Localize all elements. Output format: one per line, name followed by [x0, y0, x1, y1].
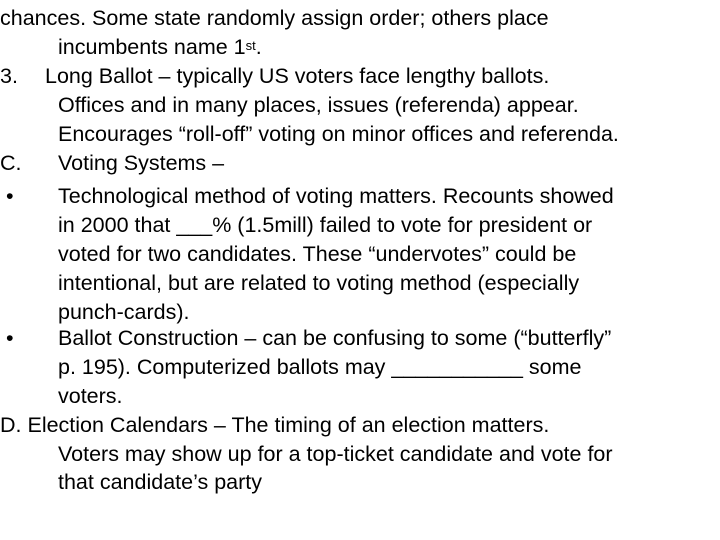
bullet-item-1-text: Technological method of voting matters. Recounts showed — [58, 184, 614, 208]
bullet-item-1 — [0, 182, 720, 211]
text-line-2: incumbents name 1st. — [58, 35, 262, 59]
list-item-3-text: Long Ballot – typically US voters face lengthy ballots. — [45, 64, 550, 88]
bullet-item-2 — [0, 324, 720, 353]
list-item-3 — [0, 62, 720, 91]
text-line-10: intentional, but are related to voting method (especially — [58, 271, 580, 295]
section-heading-d: D. Election Calendars – The timing of an election matters. — [0, 413, 550, 437]
bullet-marker: • — [6, 184, 14, 208]
section-heading-c-text: Voting Systems – — [58, 151, 225, 175]
text-line-11: punch-cards). — [58, 300, 190, 324]
text-line-13: p. 195). Computerized ballots may ___________ some — [58, 355, 582, 379]
text-line-14: voters. — [58, 384, 123, 408]
text-line-5: Encourages “roll-off” voting on minor offices and referenda. — [58, 122, 619, 146]
superscript-st: st — [245, 38, 256, 53]
list-marker-3: 3. — [0, 64, 18, 88]
section-heading-c — [0, 149, 720, 178]
bullet-marker: • — [6, 326, 14, 350]
section-marker-c: C. — [0, 151, 22, 175]
text-line-9: voted for two candidates. These “undervotes” could be — [58, 242, 577, 266]
text-line-8: in 2000 that ___% (1.5mill) failed to vote for president or — [58, 213, 593, 237]
text-line-4: Offices and in many places, issues (referenda) appear. — [58, 93, 579, 117]
text-line-16: Voters may show up for a top-ticket candidate and vote for — [58, 442, 613, 466]
text-line-17: that candidate’s party — [58, 470, 262, 494]
text-line-1: chances. Some state randomly assign order; others place — [0, 6, 549, 30]
bullet-item-2-text: Ballot Construction – can be confusing to some (“butterfly” — [58, 326, 612, 350]
